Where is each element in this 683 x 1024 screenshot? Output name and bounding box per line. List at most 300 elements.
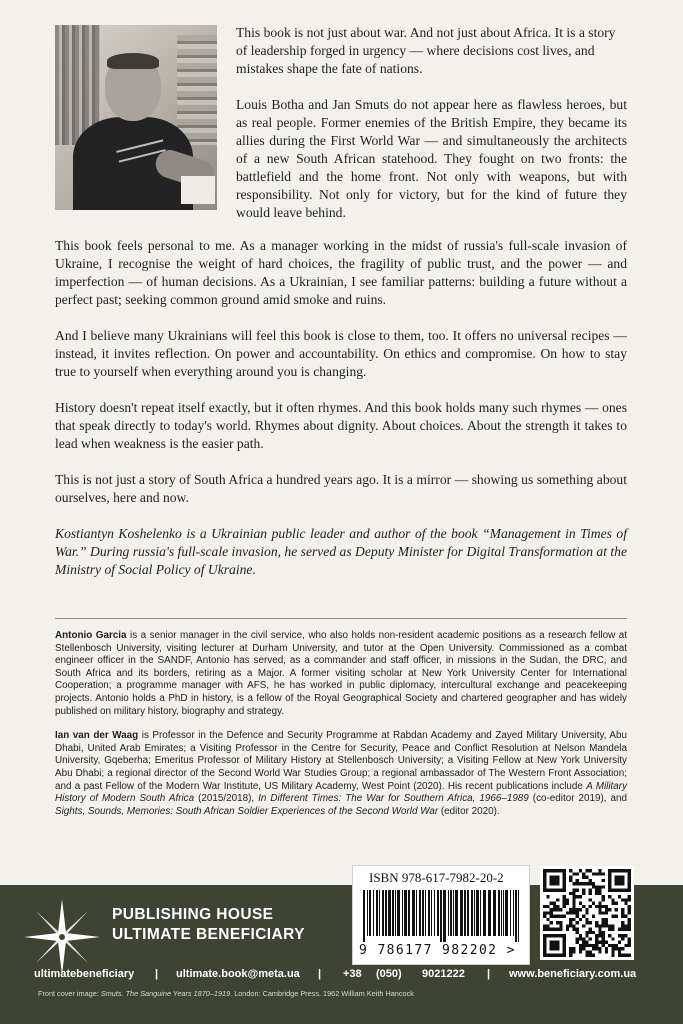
qr-module: [621, 924, 624, 927]
endorser-bio: Kostiantyn Koshelenko is a Ukrainian public leader and author of the book “Management in Times of War.” During russia's full-scale invasion, he served as Deputy Minister for Digital Transformation at the Ministry of Social Policy of Ukraine.: [55, 526, 627, 577]
qr-module: [628, 895, 631, 898]
qr-module: [598, 892, 601, 895]
barcode-bar: [518, 890, 519, 942]
qr-module: [579, 934, 582, 937]
qr-module: [608, 924, 611, 927]
barcode-bar: [480, 890, 481, 936]
qr-module: [615, 879, 618, 882]
qr-module: [582, 892, 585, 895]
qr-module: [569, 911, 572, 914]
qr-module: [615, 944, 618, 947]
qr-module: [553, 944, 556, 947]
qr-module: [543, 872, 546, 875]
qr-module: [621, 937, 624, 940]
author-bio-text: is Professor in the Defence and Security Programme at Rabdan Academy and Zayed Military University, Abu Dhabi, United Arab Emirates; a Visiting Professor in the Centre for Security, Peace and Conflict Resolution at Nelson Mandela University, Gqeberha; Emeritus Professor of Military History at Stellenbosch University; a Visiting Fellow at New York University Abu Dhabi; a regional director of the Second World War Studies Group; a regional ambassador of The Western Front Association; and a past Fellow of the Modern War Institute, US Military Academy, West Point (2020). His recent publications include: [55, 730, 628, 792]
paragraph: This is not just a story of South Africa a hundred years ago. It is a mirror — showing us something about ourselves, here and now.: [55, 472, 627, 505]
qr-module: [595, 885, 598, 888]
barcode-bar: [382, 890, 384, 936]
qr-module: [546, 924, 549, 927]
qr-module: [621, 882, 624, 885]
isbn-barcode: [352, 865, 530, 965]
qr-module: [543, 928, 546, 931]
qr-module: [572, 918, 575, 921]
qr-module: [589, 882, 592, 885]
qr-module: [563, 937, 566, 940]
qr-module: [621, 921, 624, 924]
qr-module: [582, 944, 585, 947]
qr-module: [553, 882, 556, 885]
qr-module: [563, 915, 566, 918]
qr-module: [608, 882, 611, 885]
qr-module: [602, 924, 605, 927]
email-link[interactable]: ultimate.book@meta.ua: [176, 968, 300, 980]
qr-module: [572, 889, 575, 892]
barcode-bar: [392, 890, 394, 936]
qr-module: [563, 954, 566, 957]
qr-module: [589, 905, 592, 908]
qr-module: [598, 872, 601, 875]
qr-module: [569, 918, 572, 921]
qr-module: [602, 937, 605, 940]
qr-module: [585, 934, 588, 937]
qr-module: [611, 889, 614, 892]
qr-module: [543, 889, 546, 892]
paragraph: Louis Botha and Jan Smuts do not appear here as flawless heroes, but as real people. Former enemies of the British Empire, they became its allies during the First World War — and simultaneously the architects of a new South African statehood. They fought on two fronts: the battlefield and the home front. Not only with weapons, but with responsibility. Not only for victory, but for the kind of future they would leave behind.: [236, 97, 627, 220]
barcode-bar: [388, 890, 391, 936]
qr-module: [546, 954, 549, 957]
qr-module: [602, 895, 605, 898]
qr-module: [602, 872, 605, 875]
qr-module: [553, 947, 556, 950]
qr-module: [579, 950, 582, 953]
qr-module: [553, 915, 556, 918]
book-title: Sights, Sounds, Memories: South African Soldier Experiences of the Second World War: [55, 805, 439, 817]
qr-module: [611, 869, 614, 872]
qr-module: [621, 908, 624, 911]
qr-module: [605, 947, 608, 950]
qr-module: [621, 889, 624, 892]
qr-module: [585, 950, 588, 953]
qr-module: [556, 954, 559, 957]
qr-module: [611, 944, 614, 947]
qr-module: [624, 924, 627, 927]
qr-module: [559, 924, 562, 927]
qr-module: [572, 895, 575, 898]
qr-module: [576, 879, 579, 882]
phone-code: (050): [376, 968, 402, 980]
qr-module: [569, 876, 572, 879]
qr-module: [556, 889, 559, 892]
barcode-bar: [488, 890, 491, 936]
qr-module: [608, 928, 611, 931]
qr-module: [543, 911, 546, 914]
qr-module: [615, 947, 618, 950]
qr-module: [598, 950, 601, 953]
qr-module: [553, 889, 556, 892]
qr-module: [550, 915, 553, 918]
qr-module: [563, 941, 566, 944]
qr-module: [605, 905, 608, 908]
qr-module: [605, 950, 608, 953]
qr-module: [592, 947, 595, 950]
barcode-bar: [450, 890, 452, 936]
qr-module: [572, 947, 575, 950]
barcode-bar: [505, 890, 508, 936]
qr-module: [589, 937, 592, 940]
qr-module: [543, 954, 546, 957]
qr-module: [550, 928, 553, 931]
barcode-bar: [493, 890, 496, 936]
qr-module: [611, 950, 614, 953]
qr-module: [595, 921, 598, 924]
credit-text: Front cover image:: [38, 989, 101, 998]
barcode-bar: [373, 890, 374, 936]
qr-module: [592, 902, 595, 905]
qr-module: [595, 892, 598, 895]
qr-module: [602, 934, 605, 937]
barcode-bar: [428, 890, 430, 936]
qr-module: [566, 924, 569, 927]
website-link[interactable]: www.beneficiary.com.ua: [509, 968, 637, 980]
qr-module: [605, 911, 608, 914]
qr-module: [589, 879, 592, 882]
qr-module: [576, 895, 579, 898]
qr-module: [618, 928, 621, 931]
qr-module: [550, 934, 553, 937]
qr-module: [576, 915, 579, 918]
social-handle[interactable]: ultimatebeneficiary: [34, 968, 135, 980]
qr-module: [582, 882, 585, 885]
qr-module: [611, 954, 614, 957]
qr-module: [585, 954, 588, 957]
barcode-bar: [501, 890, 502, 936]
qr-module: [608, 879, 611, 882]
qr-module: [628, 921, 631, 924]
qr-module: [602, 921, 605, 924]
qr-module: [602, 905, 605, 908]
intro-text: [236, 24, 627, 240]
bio-text: (editor 2020).: [438, 805, 500, 817]
qr-module: [563, 889, 566, 892]
separator: |: [318, 968, 322, 980]
qr-module: [556, 947, 559, 950]
qr-module: [615, 882, 618, 885]
qr-module: [621, 954, 624, 957]
qr-module: [615, 869, 618, 872]
qr-module: [611, 915, 614, 918]
qr-module: [559, 928, 562, 931]
qr-module: [550, 882, 553, 885]
qr-module: [576, 921, 579, 924]
qr-module: [628, 911, 631, 914]
qr-module: [598, 934, 601, 937]
qr-module: [546, 911, 549, 914]
qr-module: [572, 892, 575, 895]
qr-module: [579, 947, 582, 950]
qr-module: [624, 928, 627, 931]
qr-module: [572, 872, 575, 875]
qr-module: [563, 944, 566, 947]
qr-module: [589, 954, 592, 957]
qr-module: [550, 908, 553, 911]
qr-module: [553, 902, 556, 905]
qr-module: [576, 941, 579, 944]
qr-module: [608, 869, 611, 872]
qr-module: [543, 882, 546, 885]
qr-module: [589, 928, 592, 931]
qr-module: [553, 876, 556, 879]
credit-title: Smuts. The Sanguine Years 1870–1919: [100, 989, 231, 998]
qr-module: [589, 892, 592, 895]
qr-module: [566, 911, 569, 914]
qr-module: [582, 876, 585, 879]
qr-module: [628, 885, 631, 888]
barcode-digits: 9 786177 982202 >: [359, 943, 516, 958]
qr-module: [579, 869, 582, 872]
qr-module: [592, 944, 595, 947]
qr-module: [559, 889, 562, 892]
qr-module: [624, 954, 627, 957]
qr-module: [576, 931, 579, 934]
qr-module: [585, 918, 588, 921]
qr-module: [572, 898, 575, 901]
barcode-bar: [395, 890, 396, 936]
qr-module: [576, 911, 579, 914]
qr-module: [621, 934, 624, 937]
barcode-bar: [434, 890, 435, 936]
qr-module: [559, 934, 562, 937]
qr-module: [618, 876, 621, 879]
qr-module: [572, 950, 575, 953]
qr-module: [595, 941, 598, 944]
qr-module: [563, 898, 566, 901]
isbn-number: ISBN 978-617-7982-20-2: [369, 870, 504, 885]
qr-module: [598, 885, 601, 888]
qr-module: [563, 934, 566, 937]
qr-module: [602, 911, 605, 914]
qr-module: [621, 876, 624, 879]
credit-text: . London: Cambridge Press. 1962 William Keith Hancock: [230, 989, 414, 998]
qr-module: [589, 944, 592, 947]
qr-module: [582, 937, 585, 940]
qr-module: [608, 876, 611, 879]
qr-module: [553, 941, 556, 944]
author-bio-garcia: [55, 630, 627, 718]
qr-module: [624, 944, 627, 947]
qr-module: [595, 934, 598, 937]
paragraph: History doesn't repeat itself exactly, but it often rhymes. And this book holds many such rhymes — ones that speak directly to today's world. Rhymes about dignity. About choices. About the strength it takes to lead when weakness is the easier path.: [55, 400, 627, 451]
publisher-name-line: ULTIMATE BENEFICIARY: [112, 926, 305, 943]
qr-module: [628, 876, 631, 879]
qr-module: [605, 924, 608, 927]
barcode-bar: [513, 890, 514, 936]
publisher-name-line: PUBLISHING HOUSE: [112, 906, 274, 923]
qr-module: [624, 915, 627, 918]
qr-module: [553, 879, 556, 882]
qr-module: [624, 902, 627, 905]
qr-module: [563, 872, 566, 875]
paragraph: And I believe many Ukrainians will feel this book is close to them, too. It offers no universal recipes — instead, it invites reflection. On power and accountability. On ethics and compromise. On how to stay true to yourself when everything around you is changing.: [55, 328, 627, 379]
qr-module: [592, 885, 595, 888]
qr-module: [579, 937, 582, 940]
barcode-bar: [404, 890, 407, 936]
qr-module: [595, 905, 598, 908]
qr-module: [595, 947, 598, 950]
qr-module: [621, 898, 624, 901]
qr-module: [618, 947, 621, 950]
qr-module: [598, 869, 601, 872]
qr-module: [598, 931, 601, 934]
qr-module: [572, 908, 575, 911]
qr-module: [556, 905, 559, 908]
qr-module: [563, 869, 566, 872]
qr-module: [546, 928, 549, 931]
qr-module: [566, 928, 569, 931]
qr-module: [572, 902, 575, 905]
qr-module: [550, 879, 553, 882]
qr-module: [628, 898, 631, 901]
separator: |: [155, 968, 159, 980]
qr-module: [556, 876, 559, 879]
qr-module: [628, 954, 631, 957]
qr-module: [611, 947, 614, 950]
qr-module: [605, 918, 608, 921]
main-text: [55, 237, 627, 597]
qr-module: [546, 869, 549, 872]
qr-module: [628, 879, 631, 882]
book-title: A Military History of Modern South Africa: [55, 780, 628, 805]
qr-module: [550, 876, 553, 879]
qr-module: [624, 889, 627, 892]
qr-module: [592, 872, 595, 875]
divider: [55, 618, 627, 619]
qr-module: [595, 944, 598, 947]
qr-module: [605, 921, 608, 924]
qr-module: [595, 872, 598, 875]
author-bios: [55, 630, 627, 830]
qr-module: [608, 889, 611, 892]
qr-module: [585, 876, 588, 879]
qr-module: [595, 937, 598, 940]
barcode-bar: [419, 890, 421, 936]
barcode-bar: [515, 890, 517, 942]
qr-module: [618, 895, 621, 898]
author-photo: [55, 25, 217, 210]
qr-module: [569, 921, 572, 924]
qr-module: [628, 889, 631, 892]
qr-module: [543, 924, 546, 927]
barcode-bar: [467, 890, 469, 936]
qr-module: [615, 889, 618, 892]
barcode-bar: [402, 890, 403, 936]
qr-module: [589, 950, 592, 953]
qr-module: [572, 905, 575, 908]
qr-module: [543, 869, 546, 872]
qr-module: [585, 931, 588, 934]
barcode-bar: [453, 890, 454, 936]
qr-module: [592, 915, 595, 918]
qr-module: [569, 924, 572, 927]
barcode-bar: [408, 890, 410, 936]
qr-module: [563, 902, 566, 905]
qr-module: [569, 954, 572, 957]
qr-module: [608, 908, 611, 911]
qr-module: [598, 911, 601, 914]
qr-module: [556, 882, 559, 885]
qr-module: [550, 921, 553, 924]
qr-module: [585, 882, 588, 885]
qr-module: [589, 931, 592, 934]
qr-module: [621, 915, 624, 918]
qr-module: [589, 898, 592, 901]
qr-module: [624, 898, 627, 901]
qr-module: [556, 944, 559, 947]
qr-module: [618, 954, 621, 957]
qr-module: [598, 941, 601, 944]
qr-module: [608, 895, 611, 898]
qr-module: [553, 954, 556, 957]
bio-text: (co-editor 2019), and: [528, 793, 627, 805]
qr-module: [598, 889, 601, 892]
qr-module: [543, 885, 546, 888]
phone-number[interactable]: 9021222: [422, 968, 465, 980]
qr-module: [615, 876, 618, 879]
qr-module: [556, 879, 559, 882]
qr-module: [582, 924, 585, 927]
barcode-bar: [443, 890, 446, 942]
qr-module: [585, 921, 588, 924]
phone-prefix: +38: [343, 968, 362, 980]
qr-module: [576, 882, 579, 885]
qr-module: [589, 921, 592, 924]
qr-module: [618, 950, 621, 953]
qr-module: [569, 908, 572, 911]
qr-module: [621, 911, 624, 914]
qr-module: [543, 876, 546, 879]
cover-credit: [38, 989, 414, 998]
barcode-bar: [498, 890, 500, 936]
qr-module: [605, 908, 608, 911]
qr-module: [598, 908, 601, 911]
qr-module: [546, 889, 549, 892]
qr-module: [582, 941, 585, 944]
qr-module: [559, 915, 562, 918]
qr-module: [611, 898, 614, 901]
barcode-bar: [503, 890, 504, 936]
barcode-bar: [416, 890, 417, 936]
qr-module: [550, 911, 553, 914]
author-bio-van-der-waag: [55, 730, 627, 818]
qr-module: [628, 941, 631, 944]
qr-module: [543, 879, 546, 882]
qr-module: [556, 941, 559, 944]
qr-module: [582, 872, 585, 875]
qr-module: [608, 885, 611, 888]
qr-module: [553, 934, 556, 937]
qr-module: [618, 941, 621, 944]
qr-module: [576, 937, 579, 940]
qr-module: [543, 947, 546, 950]
qr-module: [559, 869, 562, 872]
qr-module: [602, 885, 605, 888]
qr-module: [550, 954, 553, 957]
qr-code-icon[interactable]: [540, 866, 634, 960]
qr-module: [628, 924, 631, 927]
qr-module: [615, 915, 618, 918]
qr-module: [628, 869, 631, 872]
qr-module: [579, 908, 582, 911]
qr-module: [576, 928, 579, 931]
